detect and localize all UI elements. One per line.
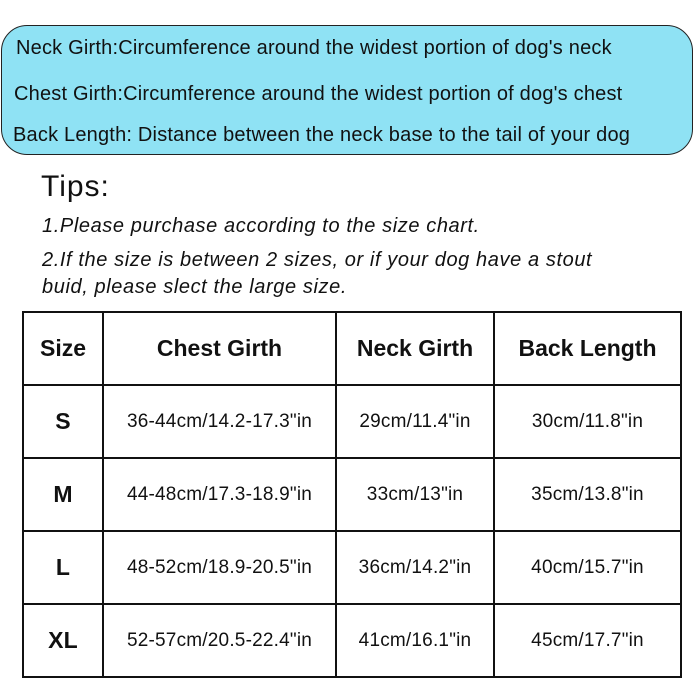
header-chest-girth: Chest Girth <box>103 312 336 385</box>
neck-girth-cell: 29cm/11.4"in <box>336 385 494 458</box>
neck-girth-cell: 33cm/13"in <box>336 458 494 531</box>
back-length-cell: 35cm/13.8"in <box>494 458 681 531</box>
table-header-row <box>23 312 681 385</box>
neck-girth-definition: Neck Girth:Circumference around the widest portion of dog's neck <box>16 37 612 59</box>
size-cell: M <box>23 458 103 531</box>
chest-girth-cell: 48-52cm/18.9-20.5"in <box>103 531 336 604</box>
tip-2-line-1: 2.If the size is between 2 sizes, or if your dog have a stout <box>42 249 593 271</box>
table-row <box>23 385 681 458</box>
table-row <box>23 604 681 677</box>
neck-girth-cell: 36cm/14.2"in <box>336 531 494 604</box>
back-length-cell: 30cm/11.8"in <box>494 385 681 458</box>
back-length-definition: Back Length: Distance between the neck base to the tail of your dog <box>13 124 631 146</box>
neck-girth-cell: 41cm/16.1"in <box>336 604 494 677</box>
chest-girth-cell: 44-48cm/17.3-18.9"in <box>103 458 336 531</box>
tips-heading: Tips: <box>41 170 110 203</box>
chest-girth-cell: 36-44cm/14.2-17.3"in <box>103 385 336 458</box>
size-chart-table <box>22 311 682 678</box>
tip-1: 1.Please purchase according to the size chart. <box>42 215 480 237</box>
header-back-length: Back Length <box>494 312 681 385</box>
header-size: Size <box>23 312 103 385</box>
size-cell: L <box>23 531 103 604</box>
chest-girth-definition: Chest Girth:Circumference around the widest portion of dog's chest <box>14 83 623 105</box>
table-row <box>23 531 681 604</box>
chest-girth-cell: 52-57cm/20.5-22.4"in <box>103 604 336 677</box>
back-length-cell: 45cm/17.7"in <box>494 604 681 677</box>
size-cell: XL <box>23 604 103 677</box>
back-length-cell: 40cm/15.7"in <box>494 531 681 604</box>
table-row <box>23 458 681 531</box>
tip-2-line-2: buid, please slect the large size. <box>42 276 348 298</box>
size-cell: S <box>23 385 103 458</box>
header-neck-girth: Neck Girth <box>336 312 494 385</box>
